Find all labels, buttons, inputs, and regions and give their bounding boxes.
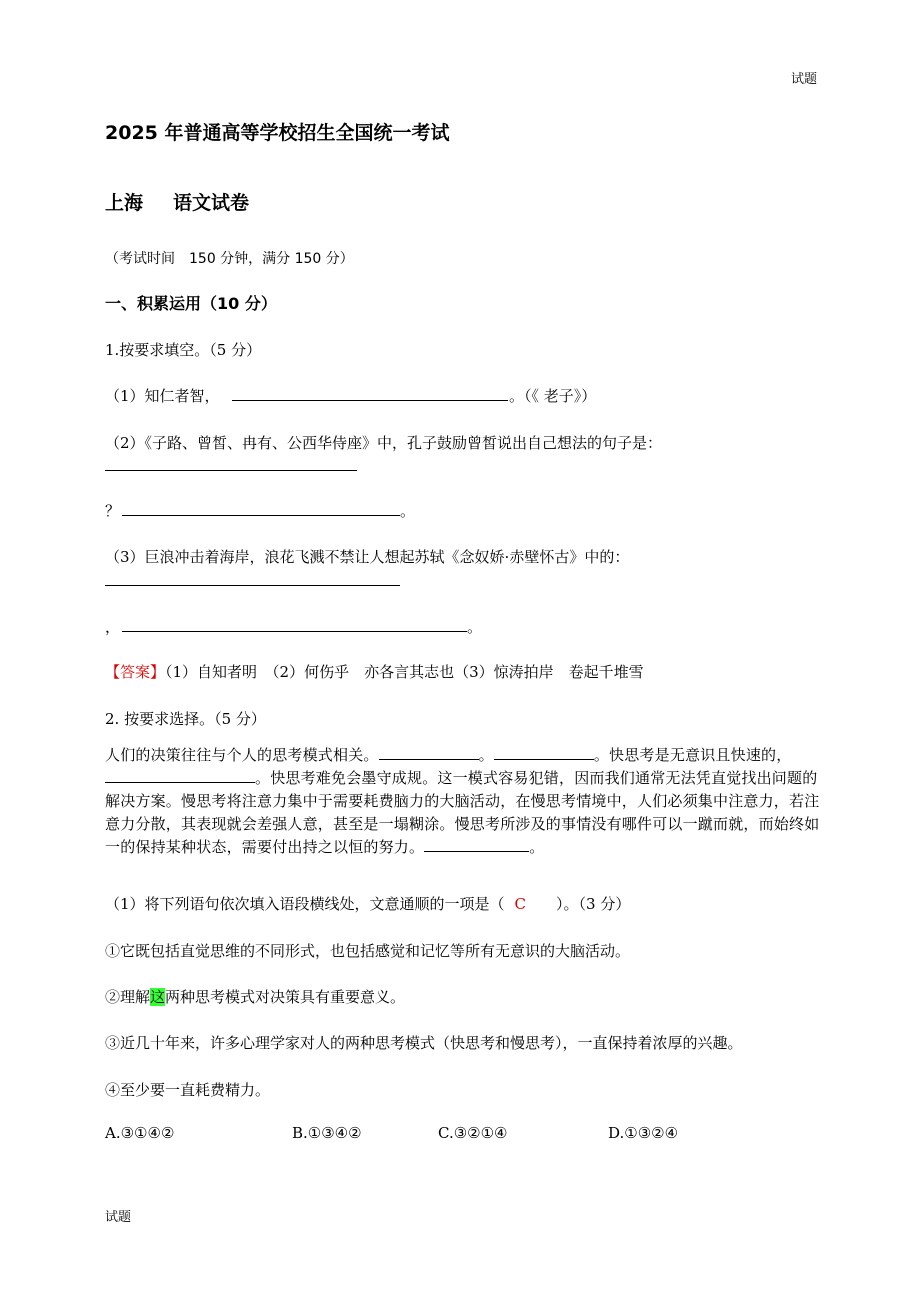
q1-item1-prefix: （1）知仁者智， bbox=[105, 387, 220, 405]
statement-1: ①它既包括直觉思维的不同形式，也包括感觉和记忆等所有无意识的大脑活动。 bbox=[105, 942, 631, 960]
page-header: 试题 bbox=[791, 72, 818, 87]
q1-item1-suffix: 。（《 老子》） bbox=[509, 387, 597, 405]
q1-item3-blank-2[interactable] bbox=[122, 631, 467, 632]
q2-passage bbox=[105, 744, 828, 859]
q2-prompt: 2. 按要求选择。（5 分） bbox=[105, 710, 266, 728]
statement-3: ③近几十年来，许多心理学家对人的两种思考模式（快思考和慢思考），一直保持着浓厚的兴趣。 bbox=[105, 1034, 743, 1052]
passage-part-6: 。 bbox=[529, 838, 545, 856]
q2-sub1-suffix: ）。（3 分） bbox=[556, 895, 631, 913]
q1-item3-blank-1[interactable] bbox=[105, 585, 400, 586]
section-heading: 一、积累运用（10 分） bbox=[105, 294, 277, 313]
passage-blank-2[interactable] bbox=[494, 745, 594, 760]
q1-item2-blank-1[interactable] bbox=[105, 470, 357, 471]
statement-4: ④至少要一直耗费精力。 bbox=[105, 1081, 271, 1099]
option-d[interactable]: D.①③②④ bbox=[608, 1124, 679, 1142]
q1-item2-end: 。 bbox=[400, 502, 416, 520]
answer-text: （1）自知者明 （2）何伤乎 亦各言其志也（3）惊涛拍岸 卷起千堆雪 bbox=[165, 663, 644, 681]
statement-2-start: ②理解 bbox=[105, 988, 151, 1006]
exam-subtitle bbox=[105, 188, 249, 215]
passage-blank-3[interactable] bbox=[105, 768, 255, 783]
subtitle-region: 上海 bbox=[105, 192, 144, 214]
q1-item3-comma: ， bbox=[105, 618, 121, 636]
q1-prompt: 1.按要求填空。（5 分） bbox=[105, 341, 262, 359]
statement-2 bbox=[105, 986, 405, 1007]
exam-info: （考试时间 150 分钟，满分 150 分） bbox=[105, 251, 354, 267]
option-a[interactable]: A.③①④② bbox=[105, 1124, 175, 1142]
passage-part-5: 。快思考难免会墨守成规。这一模式容易犯错，因而我们通常无法凭直觉找出问题的解决方案。慢思考将注意力集中于需要耗费脑力的大脑活动，在慢思考情境中，人们必须集中注意力，若注意力分散，其表现就会差强人意，甚至是一塌糊涂。慢思考所涉及的事情没有哪件可以一蹴而就，而始终如一的保持某种状态，需要付出持之以恒的努力。 bbox=[105, 769, 820, 856]
q1-item3-end: 。 bbox=[467, 618, 483, 636]
q1-item2-blank-2[interactable] bbox=[122, 515, 400, 516]
subtitle-paper: 语文试卷 bbox=[173, 192, 250, 214]
option-c[interactable]: C.③②①④ bbox=[438, 1124, 508, 1142]
answer-tag: 【答案】 bbox=[105, 663, 166, 681]
statement-2-end: 两种思考模式对决策具有重要意义。 bbox=[165, 988, 406, 1006]
q2-sub1-answer: C bbox=[514, 895, 527, 913]
statement-2-highlight: 这 bbox=[150, 988, 166, 1006]
passage-blank-1[interactable] bbox=[379, 745, 479, 760]
passage-part-1: 人们的决策往往与个人的思考模式相关。 bbox=[105, 746, 379, 764]
page-footer: 试题 bbox=[105, 1210, 132, 1225]
q1-item2-question-mark: ？ bbox=[105, 502, 121, 520]
q1-item2-prefix: （2）《子路、曾皙、冉有、公西华侍座》中，孔子鼓励曾皙说出自己想法的句子是： bbox=[105, 434, 663, 452]
q1-item1-blank[interactable] bbox=[232, 400, 508, 401]
q2-sub1-prefix: （1）将下列语句依次填入语段横线处，文意通顺的一项是（ bbox=[105, 895, 505, 913]
q1-item3-prefix: （3）巨浪冲击着海岸，浪花飞溅不禁让人想起苏轼《念奴娇·赤壁怀古》中的： bbox=[105, 548, 630, 566]
exam-title: 2025 年普通高等学校招生全国统一考试 bbox=[105, 122, 450, 144]
passage-blank-4[interactable] bbox=[424, 837, 529, 852]
option-b[interactable]: B.①③④② bbox=[292, 1124, 362, 1142]
passage-part-4: 的， bbox=[761, 746, 792, 764]
passage-part-3: 。快思考是无意识且快速 bbox=[593, 746, 762, 764]
passage-part-2: 。 bbox=[478, 746, 494, 764]
q1-answer bbox=[105, 661, 644, 682]
q2-sub1 bbox=[105, 893, 630, 914]
